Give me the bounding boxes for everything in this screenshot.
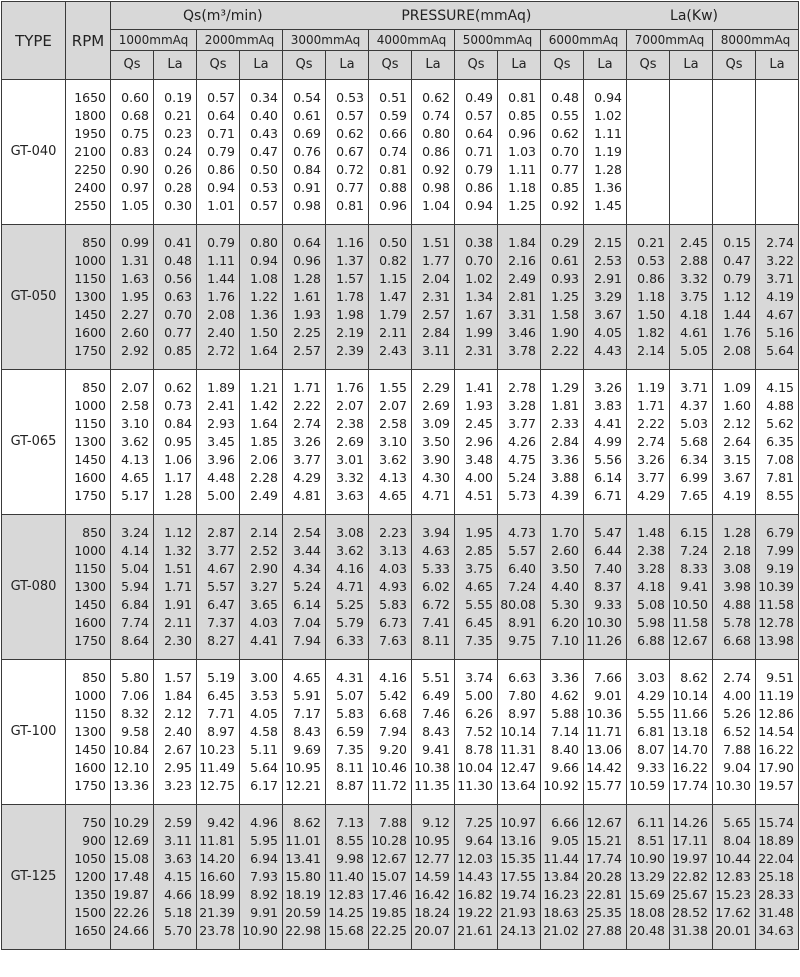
qs-values: 2.74 4.00 5.26 6.52 7.88 9.04 10.30 [713, 660, 756, 805]
la-subheader: La [584, 51, 627, 80]
qs-values: 2.87 3.77 4.67 5.57 6.47 7.37 8.27 [197, 515, 240, 660]
qs-values: 0.79 1.11 1.44 1.76 2.08 2.40 2.72 [197, 225, 240, 370]
qs-values: 0.48 0.55 0.62 0.70 0.77 0.85 0.92 [541, 80, 584, 225]
la-values: 3.94 4.63 5.33 6.02 6.72 7.41 8.11 [412, 515, 455, 660]
header-row-top [2, 2, 799, 30]
qs-values: 4.16 5.42 6.68 7.94 9.20 10.46 11.72 [369, 660, 412, 805]
qs-subheader: Qs [197, 51, 240, 80]
la-values: 15.74 18.89 22.04 25.18 28.33 31.48 34.63 [756, 805, 799, 950]
la-values: 2.45 2.88 3.32 3.75 4.18 4.61 5.05 [670, 225, 713, 370]
la-values: 2.29 2.69 3.09 3.50 3.90 4.30 4.71 [412, 370, 455, 515]
qs-subheader: Qs [283, 51, 326, 80]
qs-values: 1.48 2.38 3.28 4.18 5.08 5.98 6.88 [627, 515, 670, 660]
la-unit-label: La(Kw) [670, 7, 718, 24]
pressure-header: 5000mmAq [455, 30, 541, 51]
rpm-values: 1650 1800 1950 2100 2250 2400 2550 [66, 80, 111, 225]
qs-values [627, 80, 670, 225]
la-values: 14.26 17.11 19.97 22.82 25.67 28.52 31.38 [670, 805, 713, 950]
qs-values: 2.23 3.13 4.03 4.93 5.83 6.73 7.63 [369, 515, 412, 660]
model-type: GT-125 [2, 805, 66, 950]
la-values: 1.51 1.77 2.04 2.31 2.57 2.84 3.11 [412, 225, 455, 370]
qs-subheader: Qs [369, 51, 412, 80]
model-group-row [2, 80, 799, 225]
qs-values: 1.55 2.07 2.58 3.10 3.62 4.13 4.65 [369, 370, 412, 515]
qs-values: 0.50 0.82 1.15 1.47 1.79 2.11 2.43 [369, 225, 412, 370]
la-values: 7.13 8.55 9.98 11.40 12.83 14.25 15.68 [326, 805, 369, 950]
la-values: 0.19 0.21 0.23 0.24 0.26 0.28 0.30 [154, 80, 197, 225]
performance-table [1, 1, 799, 950]
model-type: GT-050 [2, 225, 66, 370]
qs-values: 1.09 1.60 2.12 2.64 3.15 3.67 4.19 [713, 370, 756, 515]
qs-values: 0.57 0.64 0.71 0.79 0.86 0.94 1.01 [197, 80, 240, 225]
qs-values: 0.64 0.96 1.28 1.61 1.93 2.25 2.57 [283, 225, 326, 370]
qs-values: 9.42 11.81 14.20 16.60 18.99 21.39 23.78 [197, 805, 240, 950]
qs-values: 3.36 4.62 5.88 7.14 8.40 9.66 10.92 [541, 660, 584, 805]
qs-values: 6.66 9.05 11.44 13.84 16.23 18.63 21.02 [541, 805, 584, 950]
la-values: 2.14 2.52 2.90 3.27 3.65 4.03 4.41 [240, 515, 283, 660]
qs-values: 1.95 2.85 3.75 4.65 5.55 6.45 7.35 [455, 515, 498, 660]
model-type: GT-100 [2, 660, 66, 805]
la-subheader: La [670, 51, 713, 80]
la-values: 1.21 1.42 1.64 1.85 2.06 2.28 2.49 [240, 370, 283, 515]
la-values: 2.59 3.11 3.63 4.15 4.66 5.18 5.70 [154, 805, 197, 950]
la-values: 0.62 0.74 0.80 0.86 0.92 0.98 1.04 [412, 80, 455, 225]
qs-la-row [2, 51, 799, 80]
qs-values: 2.07 2.58 3.10 3.62 4.13 4.65 5.17 [111, 370, 154, 515]
pressure-label: PRESSURE(mmAq) [401, 7, 532, 24]
qs-values: 1.89 2.41 2.93 3.45 3.96 4.48 5.00 [197, 370, 240, 515]
qs-values: 7.25 9.64 12.03 14.43 16.82 19.22 21.61 [455, 805, 498, 950]
qs-values: 0.29 0.61 0.93 1.25 1.58 1.90 2.22 [541, 225, 584, 370]
qs-values: 6.11 8.51 10.90 13.29 15.69 18.08 20.48 [627, 805, 670, 950]
model-group-row [2, 515, 799, 660]
qs-values: 0.51 0.59 0.66 0.74 0.81 0.88 0.96 [369, 80, 412, 225]
la-values: 3.00 3.53 4.05 4.58 5.11 5.64 6.17 [240, 660, 283, 805]
la-values: 7.66 9.01 10.36 11.71 13.06 14.42 15.77 [584, 660, 627, 805]
la-values: 1.12 1.32 1.51 1.71 1.91 2.11 2.30 [154, 515, 197, 660]
la-values: 2.74 3.22 3.71 4.19 4.67 5.16 5.64 [756, 225, 799, 370]
model-group-row [2, 805, 799, 950]
la-values [756, 80, 799, 225]
la-values: 8.62 10.14 11.66 13.18 14.70 16.22 17.74 [670, 660, 713, 805]
model-type: GT-065 [2, 370, 66, 515]
la-values: 1.16 1.37 1.57 1.78 1.98 2.19 2.39 [326, 225, 369, 370]
la-values: 4.73 5.57 6.40 7.24 80.08 8.91 9.75 [498, 515, 541, 660]
qs-values: 1.70 2.60 3.50 4.40 5.30 6.20 7.10 [541, 515, 584, 660]
la-subheader: La [326, 51, 369, 80]
rpm-header: RPM [66, 2, 111, 80]
qs-subheader: Qs [713, 51, 756, 80]
model-group-row [2, 370, 799, 515]
model-group-row [2, 225, 799, 370]
la-values: 3.26 3.83 4.41 4.99 5.56 6.14 6.71 [584, 370, 627, 515]
qs-values: 0.60 0.68 0.75 0.83 0.90 0.97 1.05 [111, 80, 154, 225]
la-values: 1.84 2.16 2.49 2.81 3.31 3.46 3.78 [498, 225, 541, 370]
la-subheader: La [412, 51, 455, 80]
qs-values: 2.54 3.44 4.34 5.24 6.14 7.04 7.94 [283, 515, 326, 660]
la-values: 0.94 1.02 1.11 1.19 1.28 1.36 1.45 [584, 80, 627, 225]
qs-values: 0.15 0.47 0.79 1.12 1.44 1.76 2.08 [713, 225, 756, 370]
la-values: 0.41 0.48 0.56 0.63 0.70 0.77 0.85 [154, 225, 197, 370]
rpm-values: 850 1000 1150 1300 1450 1600 1750 [66, 515, 111, 660]
qs-unit-label: Qs(m³/min) [183, 7, 263, 24]
la-values: 6.79 7.99 9.19 10.39 11.58 12.78 13.98 [756, 515, 799, 660]
pressure-header: 7000mmAq [627, 30, 713, 51]
rpm-values: 850 1000 1150 1300 1450 1600 1750 [66, 660, 111, 805]
qs-values: 3.24 4.14 5.04 5.94 6.84 7.74 8.64 [111, 515, 154, 660]
la-values: 4.31 5.07 5.83 6.59 7.35 8.11 8.87 [326, 660, 369, 805]
la-values: 10.97 13.16 15.35 17.55 19.74 21.93 24.13 [498, 805, 541, 950]
qs-values: 8.62 11.01 13.41 15.80 18.19 20.59 22.98 [283, 805, 326, 950]
la-values: 6.63 7.80 8.97 10.14 11.31 12.47 13.64 [498, 660, 541, 805]
qs-values: 7.88 10.28 12.67 15.07 17.46 19.85 22.25 [369, 805, 412, 950]
pressure-header: 3000mmAq [283, 30, 369, 51]
qs-values: 1.19 1.71 2.22 2.74 3.26 3.77 4.29 [627, 370, 670, 515]
qs-values: 1.28 2.18 3.08 3.98 4.88 5.78 6.68 [713, 515, 756, 660]
units-header [111, 2, 799, 30]
la-subheader: La [498, 51, 541, 80]
qs-values: 5.65 8.04 10.44 12.83 15.23 17.62 20.01 [713, 805, 756, 950]
la-values: 4.96 5.95 6.94 7.93 8.92 9.91 10.90 [240, 805, 283, 950]
la-values: 0.62 0.73 0.84 0.95 1.06 1.17 1.28 [154, 370, 197, 515]
la-values: 5.51 6.49 7.46 8.43 9.41 10.38 11.35 [412, 660, 455, 805]
pressure-header: 2000mmAq [197, 30, 283, 51]
qs-values: 0.38 0.70 1.02 1.34 1.67 1.99 2.31 [455, 225, 498, 370]
la-values: 3.71 4.37 5.03 5.68 6.34 6.99 7.65 [670, 370, 713, 515]
la-values: 1.57 1.84 2.12 2.40 2.67 2.95 3.23 [154, 660, 197, 805]
qs-values: 3.74 5.00 6.26 7.52 8.78 10.04 11.30 [455, 660, 498, 805]
pressure-row [2, 30, 799, 51]
qs-values: 3.03 4.29 5.55 6.81 8.07 9.33 10.59 [627, 660, 670, 805]
pressure-header: 4000mmAq [369, 30, 455, 51]
la-values: 12.67 15.21 17.74 20.28 22.81 25.35 27.88 [584, 805, 627, 950]
rpm-values: 850 1000 1150 1300 1450 1600 1750 [66, 225, 111, 370]
la-subheader: La [240, 51, 283, 80]
la-values: 0.34 0.40 0.43 0.47 0.50 0.53 0.57 [240, 80, 283, 225]
la-values: 6.15 7.24 8.33 9.41 10.50 11.58 12.67 [670, 515, 713, 660]
qs-values: 1.29 1.81 2.33 2.84 3.36 3.88 4.39 [541, 370, 584, 515]
pressure-header: 6000mmAq [541, 30, 627, 51]
rpm-values: 850 1000 1150 1300 1450 1600 1750 [66, 370, 111, 515]
model-type: GT-080 [2, 515, 66, 660]
qs-values: 0.21 0.53 0.86 1.18 1.50 1.82 2.14 [627, 225, 670, 370]
qs-subheader: Qs [111, 51, 154, 80]
la-values: 5.47 6.44 7.40 8.37 9.33 10.30 11.26 [584, 515, 627, 660]
qs-values: 0.99 1.31 1.63 1.95 2.27 2.60 2.92 [111, 225, 154, 370]
la-values: 2.15 2.53 2.91 3.29 3.67 4.05 4.43 [584, 225, 627, 370]
la-values: 2.78 3.28 3.77 4.26 4.75 5.24 5.73 [498, 370, 541, 515]
la-values: 9.12 10.95 12.77 14.59 16.42 18.24 20.07 [412, 805, 455, 950]
qs-values: 5.80 7.06 8.32 9.58 10.84 12.10 13.36 [111, 660, 154, 805]
la-values [670, 80, 713, 225]
la-values: 1.76 2.07 2.38 2.69 3.01 3.32 3.63 [326, 370, 369, 515]
la-values: 0.80 0.94 1.08 1.22 1.36 1.50 1.64 [240, 225, 283, 370]
qs-values: 10.29 12.69 15.08 17.48 19.87 22.26 24.66 [111, 805, 154, 950]
pressure-header: 1000mmAq [111, 30, 197, 51]
type-header: TYPE [2, 2, 66, 80]
qs-values: 1.71 2.22 2.74 3.26 3.77 4.29 4.81 [283, 370, 326, 515]
qs-values: 4.65 5.91 7.17 8.43 9.69 10.95 12.21 [283, 660, 326, 805]
la-subheader: La [756, 51, 799, 80]
la-values: 0.53 0.57 0.62 0.67 0.72 0.77 0.81 [326, 80, 369, 225]
pressure-header: 8000mmAq [713, 30, 799, 51]
qs-values: 1.41 1.93 2.45 2.96 3.48 4.00 4.51 [455, 370, 498, 515]
la-values: 4.15 4.88 5.62 6.35 7.08 7.81 8.55 [756, 370, 799, 515]
la-subheader: La [154, 51, 197, 80]
qs-values: 0.54 0.61 0.69 0.76 0.84 0.91 0.98 [283, 80, 326, 225]
model-type: GT-040 [2, 80, 66, 225]
qs-subheader: Qs [627, 51, 670, 80]
qs-subheader: Qs [541, 51, 584, 80]
la-values: 3.08 3.62 4.16 4.71 5.25 5.79 6.33 [326, 515, 369, 660]
qs-values [713, 80, 756, 225]
qs-values: 0.49 0.57 0.64 0.71 0.79 0.86 0.94 [455, 80, 498, 225]
model-group-row [2, 660, 799, 805]
qs-values: 5.19 6.45 7.71 8.97 10.23 11.49 12.75 [197, 660, 240, 805]
la-values: 9.51 11.19 12.86 14.54 16.22 17.90 19.57 [756, 660, 799, 805]
qs-subheader: Qs [455, 51, 498, 80]
rpm-values: 750 900 1050 1200 1350 1500 1650 [66, 805, 111, 950]
la-values: 0.81 0.85 0.96 1.03 1.11 1.18 1.25 [498, 80, 541, 225]
